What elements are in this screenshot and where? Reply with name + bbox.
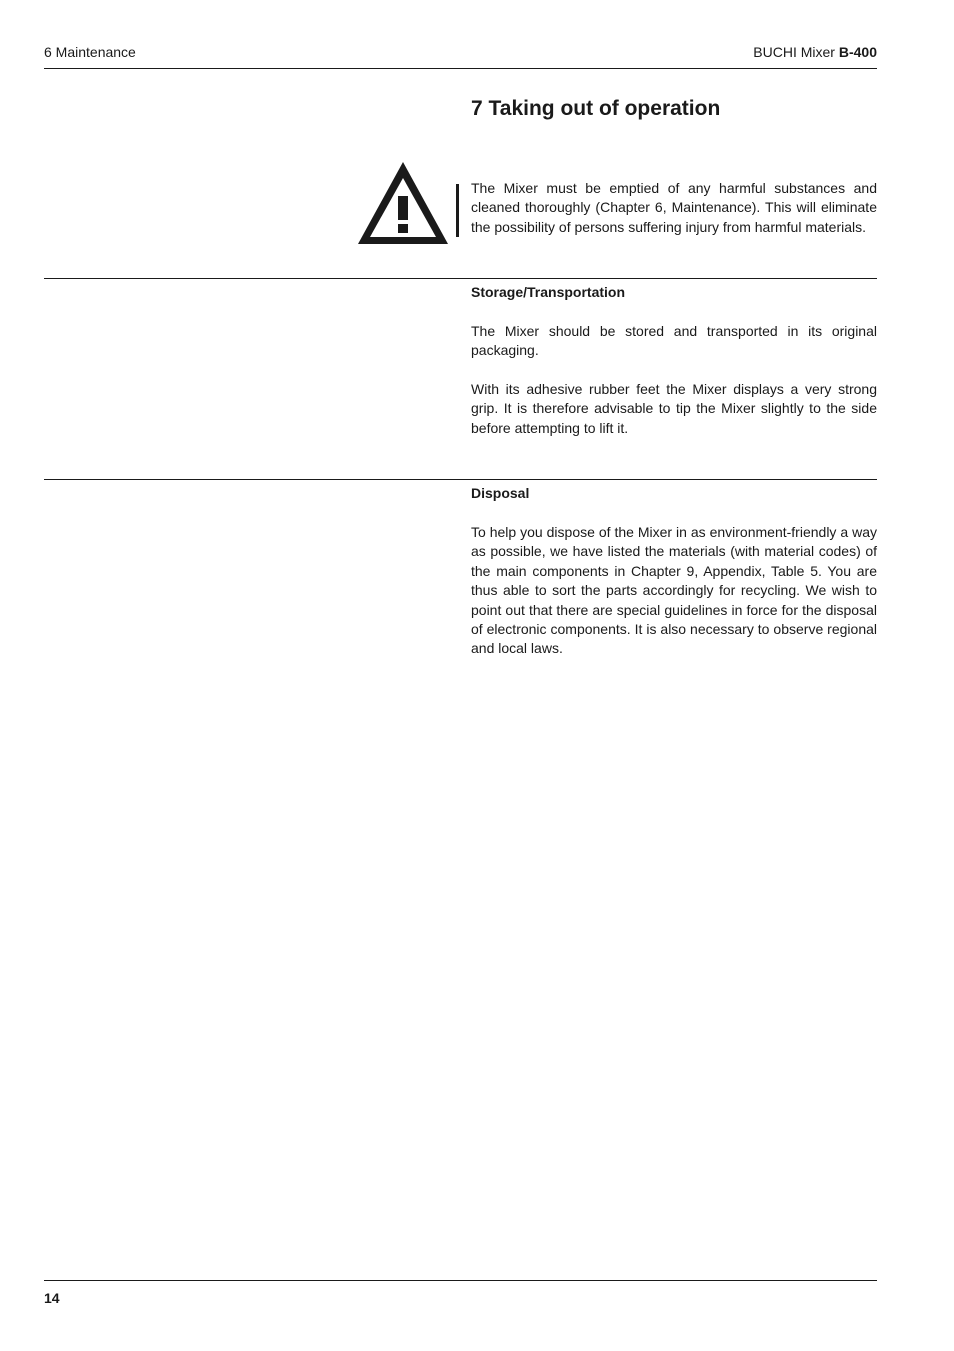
- header-product-model: B-400: [838, 44, 877, 60]
- header-section-label: 6 Maintenance: [44, 44, 136, 60]
- chapter-title: 7 Taking out of operation: [471, 97, 721, 120]
- page-number: 14: [44, 1290, 60, 1306]
- warning-triangle-icon: [356, 160, 450, 246]
- header-product: [753, 44, 877, 60]
- storage-heading: Storage/Transportation: [471, 284, 626, 300]
- warning-text: The Mixer must be emptied of any harmful substances and cleaned thoroughly (Chapter 6, Maintenance). This will eliminate the possibility of persons suffering injury from harmful materials.: [471, 180, 877, 235]
- header-divider: [44, 68, 877, 69]
- storage-paragraph: With its adhesive rubber feet the Mixer displays a very strong grip. It is therefore advisable to tip the Mixer slightly to the side before attempting to lift it.: [471, 381, 877, 436]
- disposal-paragraph: To help you dispose of the Mixer in as environment-friendly a way as possible, we have listed the materials (with material codes) of the main components in Chapter 9, Appendix, Table 5. You are thus able to sort the parts accordingly for recycling. We wish to point out that there are special guidelines in force for the disposal of electronic components. It is also necessary to observe regional and local laws.: [471, 524, 877, 657]
- section-divider: [44, 479, 877, 480]
- disposal-heading: Disposal: [471, 485, 530, 501]
- storage-paragraph: The Mixer should be stored and transported in its original packaging.: [471, 323, 877, 359]
- warning-bar: [456, 184, 459, 237]
- header-product-name: BUCHI Mixer: [753, 44, 839, 60]
- footer-divider: [44, 1280, 877, 1281]
- section-divider: [44, 278, 877, 279]
